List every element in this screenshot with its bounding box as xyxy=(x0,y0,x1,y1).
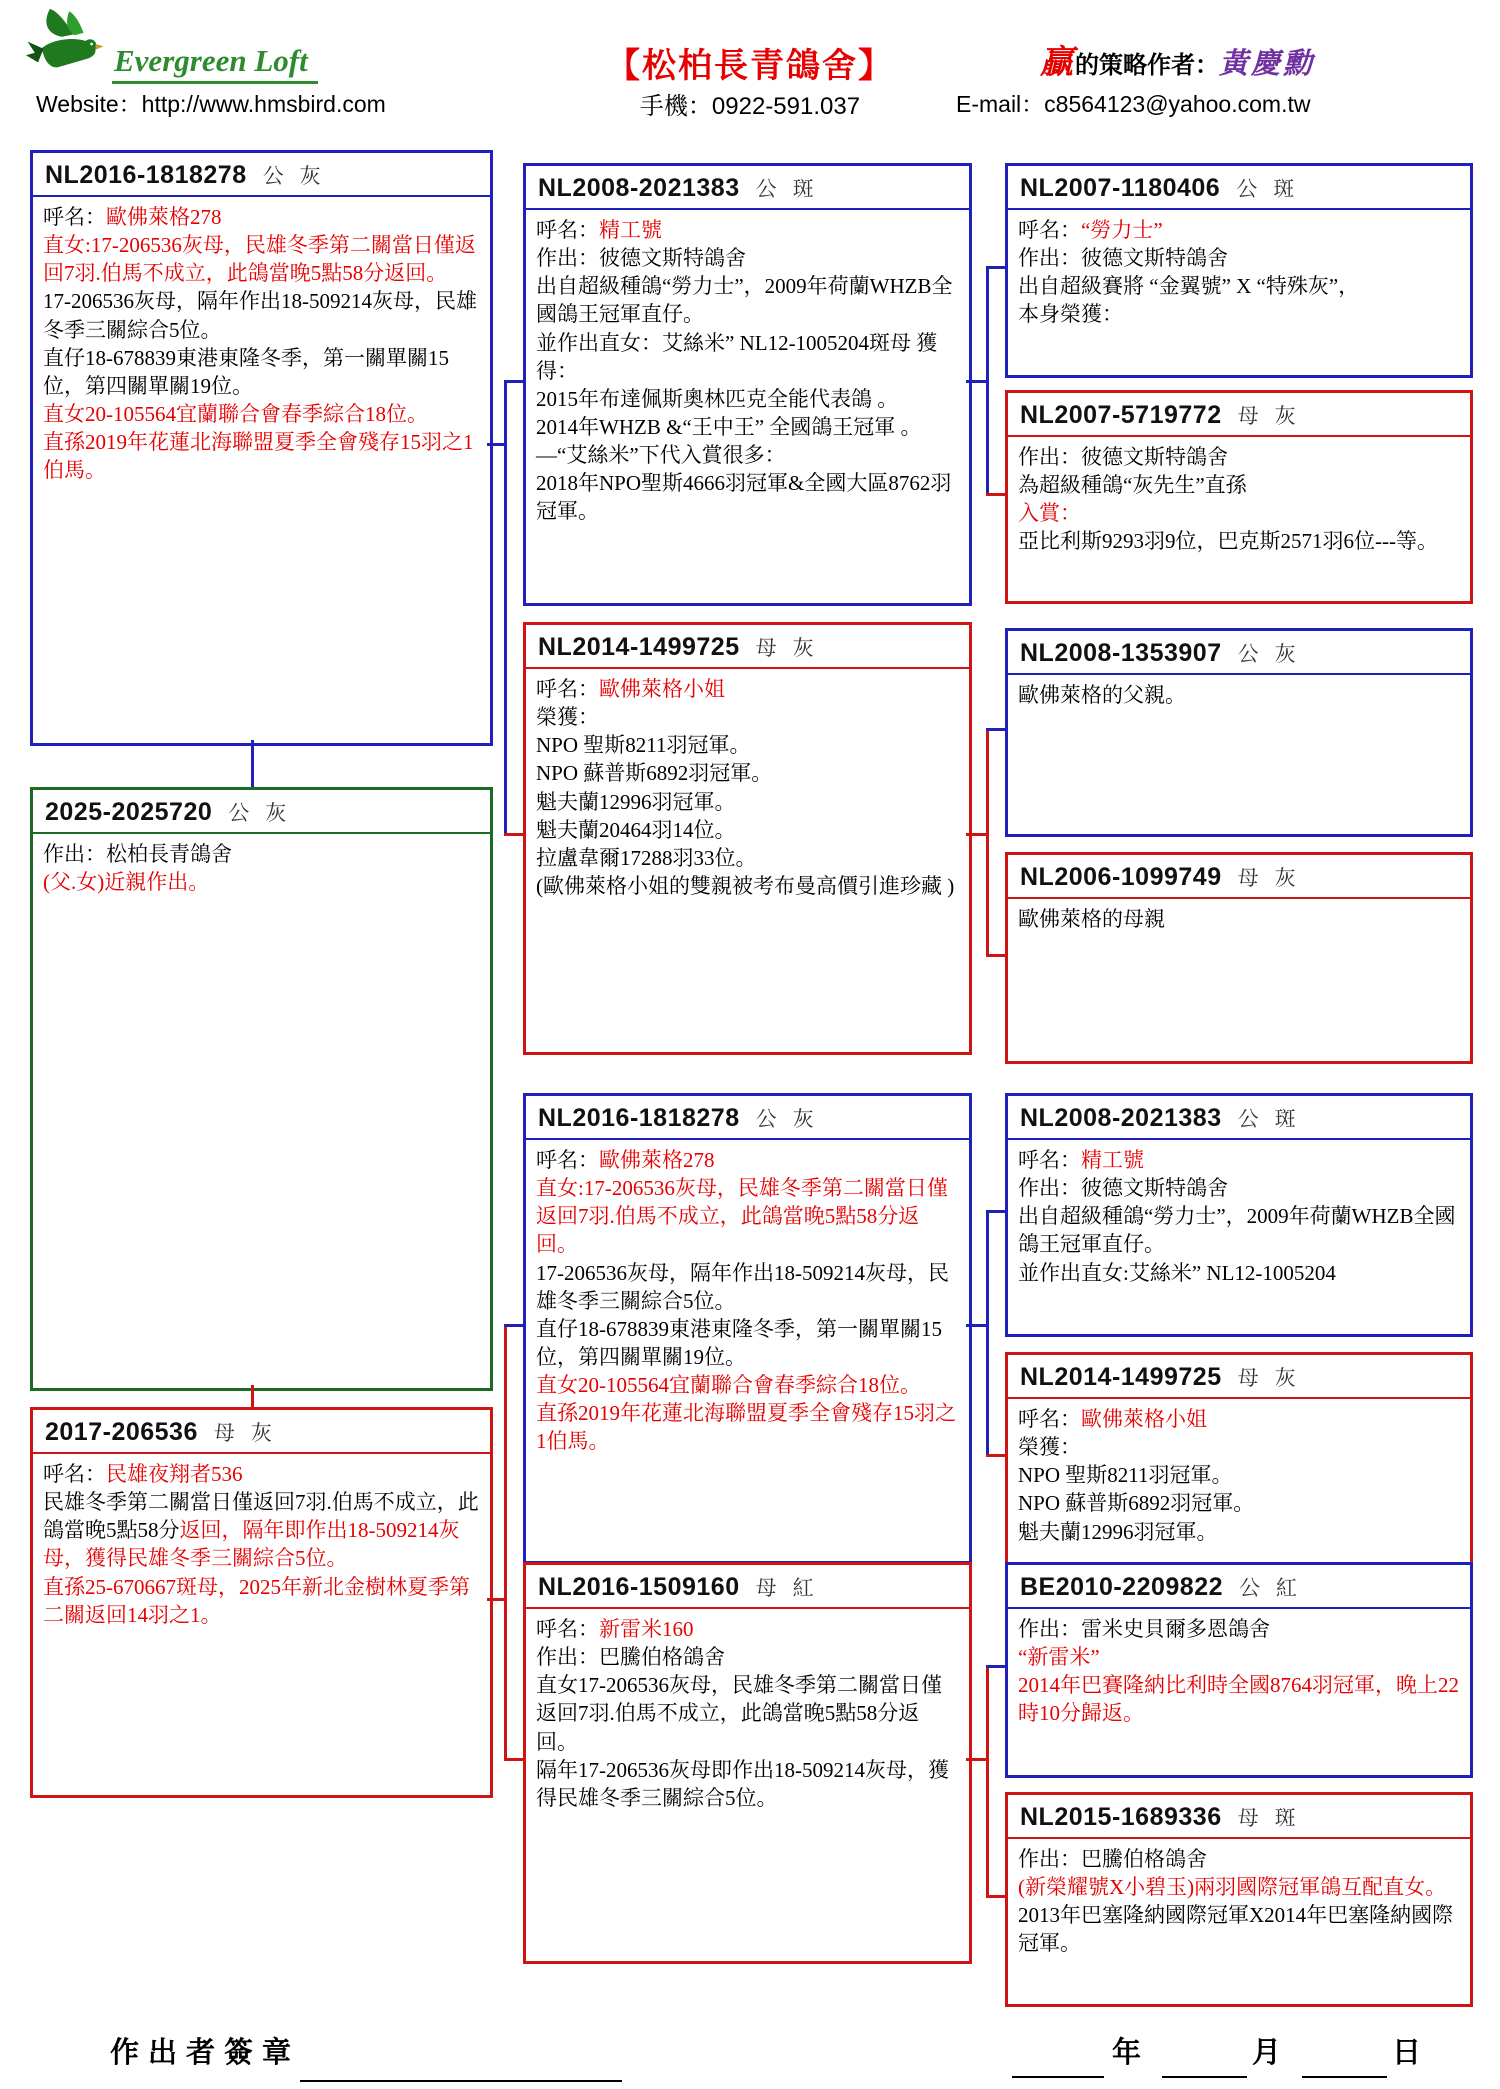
sex-label: 母 xyxy=(755,637,777,660)
author-name: 黃慶勳 xyxy=(1219,48,1316,80)
pedigree-text-line: NPO 蘇普斯6892羽冠軍。 xyxy=(536,761,773,786)
box-header xyxy=(1008,855,1470,899)
pedigree-box-dd-dam xyxy=(1005,1792,1473,2007)
pedigree-text-line: 直女20-105564宜蘭聯合會春季綜合18位。 xyxy=(43,401,428,426)
pedigree-box-dam-dam xyxy=(523,1562,972,1964)
win-character: 贏 xyxy=(1040,45,1073,81)
connector-line xyxy=(251,740,254,787)
pedigree-text-line: 並作出直女:艾絲米” NL12-1005204 xyxy=(1018,1260,1336,1285)
phone-value: 0922-591.037 xyxy=(711,93,861,120)
ring-number: BE2010-2209822 xyxy=(1020,1573,1223,1601)
pedigree-notes xyxy=(33,834,490,902)
box-header xyxy=(1008,1355,1470,1399)
pedigree-text-line: 呼名：精工號 xyxy=(1018,1148,1144,1172)
pedigree-text-line: 直仔18-678839東港東隆冬季，第一關單關15位，第四關單關19位。 xyxy=(536,1316,942,1369)
pedigree-text-line: 直女:17-206536灰母，民雄冬季第二關當日僅返回7羽.伯馬不成立，此鴿當晚5點58分返回。 xyxy=(43,233,476,286)
pedigree-notes xyxy=(1008,675,1470,715)
connector-line xyxy=(986,954,1005,957)
pedigree-text-line: 直孫25-670667斑母，2025年新北金樹林夏季第二關返回14羽之1。 xyxy=(43,1574,470,1627)
feather-color-label: 灰 xyxy=(250,1422,272,1445)
pedigree-text-line: NPO 聖斯8211羽冠軍。 xyxy=(536,733,751,758)
pedigree-text-line: 本身榮獲： xyxy=(1018,302,1123,327)
connector-line xyxy=(504,380,507,836)
pedigree-text-line: 作出：彼德文斯特鴿舍 xyxy=(1018,246,1228,271)
pedigree-text-line: NPO 蘇普斯6892羽冠軍。 xyxy=(1018,1491,1255,1516)
pedigree-text-line: “新雷米” xyxy=(1018,1645,1100,1670)
sex-label: 公 xyxy=(228,802,250,825)
feather-color-label: 灰 xyxy=(1274,1367,1296,1390)
ring-number: NL2008-2021383 xyxy=(538,174,740,202)
phone-label: 手機： xyxy=(639,93,712,120)
connector-line xyxy=(986,728,1005,731)
pedigree-box-sd-sire xyxy=(1005,628,1473,837)
feather-color-label: 斑 xyxy=(792,178,814,201)
box-header xyxy=(1008,1565,1470,1609)
connector-line xyxy=(251,1385,254,1407)
pedigree-text-line: 出自超級種鴿“勞力士”，2009年荷蘭WHZB全國鴿王冠軍直仔。 xyxy=(536,274,953,327)
pedigree-text-line: 魁夫蘭12996羽冠軍。 xyxy=(1018,1519,1218,1544)
box-header xyxy=(526,625,969,669)
day-blank-line xyxy=(1302,2076,1387,2078)
pedigree-text-line: 作出：雷米史貝爾多恩鴿舍 xyxy=(1018,1617,1270,1641)
box-header xyxy=(33,1410,490,1454)
pedigree-notes xyxy=(1008,1839,1470,1964)
breeder-signature-label: 作出者簽章 xyxy=(110,2037,301,2069)
box-header xyxy=(526,1096,969,1140)
ring-number: NL2016-1818278 xyxy=(45,161,247,189)
pedigree-box-sire xyxy=(30,150,493,746)
website-value: http://www.hmsbird.com xyxy=(141,91,386,117)
ring-number: NL2014-1499725 xyxy=(1020,1363,1222,1391)
day-label: 日 xyxy=(1392,2037,1422,2069)
pedigree-text-line: 作出：彼德文斯特鴿舍 xyxy=(536,246,746,271)
pedigree-text-line: 民雄冬季第二關當日僅返回7羽.伯馬不成立，此鴿當晚5點58分返回，隔年即作出18-509214灰母，獲得民雄冬季三關綜合5位。 xyxy=(43,1490,479,1571)
connector-line xyxy=(986,1665,989,1898)
feather-color-label: 灰 xyxy=(1274,405,1296,428)
pedigree-notes xyxy=(1008,1609,1470,1734)
feather-color-label: 斑 xyxy=(1274,1807,1296,1830)
pedigree-text-line: 魁夫蘭20464羽14位。 xyxy=(536,817,736,842)
pedigree-text-line: 呼名：歐佛萊格278 xyxy=(43,205,222,229)
pedigree-text-line: 直孫2019年花蓮北海聯盟夏季全會殘存15羽之1伯馬。 xyxy=(536,1401,956,1454)
connector-line xyxy=(986,1665,1005,1668)
connector-line xyxy=(504,1324,523,1327)
connector-line xyxy=(986,728,989,957)
box-header xyxy=(1008,166,1470,210)
box-header xyxy=(526,166,969,210)
pedigree-notes xyxy=(33,1454,490,1635)
pedigree-notes xyxy=(526,1609,969,1818)
pedigree-text-line: 呼名：精工號 xyxy=(536,218,662,242)
pedigree-text-line: 2013年巴塞隆納國際冠軍X2014年巴塞隆納國際冠軍。 xyxy=(1018,1903,1454,1956)
ring-number: 2017-206536 xyxy=(45,1418,198,1446)
pedigree-box-ss-sire xyxy=(1005,163,1473,378)
sex-label: 公 xyxy=(1239,1577,1260,1600)
pedigree-text-line: 魁夫蘭12996羽冠軍。 xyxy=(536,789,736,814)
pedigree-notes xyxy=(526,1140,969,1461)
feather-color-label: 灰 xyxy=(299,165,321,188)
pedigree-box-sire-sire xyxy=(523,163,972,606)
pedigree-text-line: 歐佛萊格的母親 xyxy=(1018,907,1165,931)
connector-line xyxy=(986,493,1005,496)
website-line xyxy=(36,86,386,119)
feather-color-label: 灰 xyxy=(1274,643,1296,666)
pedigree-notes xyxy=(1008,899,1470,939)
connector-line xyxy=(504,1758,523,1761)
ring-number: NL2007-5719772 xyxy=(1020,401,1222,429)
loft-title: 【松柏長青鴿舍】 xyxy=(606,47,894,85)
author-line xyxy=(1040,36,1315,83)
year-label: 年 xyxy=(1112,2037,1142,2069)
email-label: E-mail： xyxy=(956,91,1045,117)
pedigree-notes xyxy=(526,210,969,531)
pedigree-text-line: 2018年NPO聖斯4666羽冠軍&全國大區8762羽冠軍。 xyxy=(536,471,952,524)
pedigree-box-ss-dam xyxy=(1005,390,1473,604)
pedigree-notes xyxy=(1008,437,1470,562)
pedigree-notes xyxy=(1008,210,1470,335)
connector-line xyxy=(504,1324,507,1761)
pedigree-notes xyxy=(33,197,490,490)
sex-label: 母 xyxy=(755,1577,777,1600)
pedigree-box-sd-dam xyxy=(1005,852,1473,1064)
sex-label: 母 xyxy=(213,1422,235,1445)
evergreen-loft-logo xyxy=(26,4,318,84)
feather-color-label: 斑 xyxy=(1274,1108,1296,1131)
month-blank-line xyxy=(1162,2076,1247,2078)
sex-label: 母 xyxy=(1237,1807,1259,1830)
pedigree-text-line: 呼名：歐佛萊格小姐 xyxy=(1018,1407,1207,1431)
pedigree-text-line: 榮獲： xyxy=(1018,1435,1081,1460)
pedigree-text-line: 出自超級賽將 “金翼號” X “特殊灰”， xyxy=(1018,274,1360,299)
connector-line xyxy=(986,1210,1005,1213)
pedigree-box-ds-sire xyxy=(1005,1093,1473,1337)
ring-number: NL2016-1818278 xyxy=(538,1104,740,1132)
box-header xyxy=(1008,393,1470,437)
connector-line xyxy=(504,833,523,836)
sex-label: 公 xyxy=(262,165,284,188)
connector-line xyxy=(986,266,989,496)
feather-color-label: 灰 xyxy=(1274,867,1296,890)
pedigree-text-line: 作出：巴騰伯格鴿舍 xyxy=(536,1645,725,1670)
website-label: Website： xyxy=(36,91,142,117)
ring-number: 2025-2025720 xyxy=(45,798,213,826)
pedigree-notes xyxy=(526,669,969,906)
feather-color-label: 灰 xyxy=(792,1108,814,1131)
pedigree-text-line: 為超級種鴿“灰先生”直孫 xyxy=(1018,473,1247,498)
ring-number: NL2008-2021383 xyxy=(1020,1104,1222,1132)
pedigree-box-dam xyxy=(30,1407,493,1798)
pedigree-text-line: 出自超級種鴿“勞力士”，2009年荷蘭WHZB全國鴿王冠軍直仔。 xyxy=(1018,1204,1456,1257)
pedigree-box-subject xyxy=(30,787,493,1391)
pedigree-text-line: 17-206536灰母，隔年作出18-509214灰母，民雄冬季三關綜合5位。 xyxy=(43,289,477,342)
pedigree-text-line: 作出：彼德文斯特鴿舍 xyxy=(1018,445,1228,469)
pedigree-box-dd-sire xyxy=(1005,1562,1473,1778)
pedigree-text-line: 直仔18-678839東港東隆冬季，第一關單關15位，第四關單關19位。 xyxy=(43,345,449,398)
feather-color-label: 斑 xyxy=(1273,178,1295,201)
connector-line xyxy=(986,1454,1005,1457)
pedigree-box-sire-dam xyxy=(523,622,972,1055)
pedigree-text-line: 2014年巴賽隆納比利時全國8764羽冠軍，晚上22時10分歸返。 xyxy=(1018,1673,1459,1726)
connector-line xyxy=(504,380,523,383)
loft-name-english: Evergreen Loft xyxy=(112,43,318,84)
pedigree-text-line: 隔年17-206536灰母即作出18-509214灰母，獲得民雄冬季三關綜合5位。 xyxy=(536,1757,949,1810)
pedigree-text-line: (新榮耀號X小碧玉)兩羽國際冠軍鴿互配直女。 xyxy=(1018,1875,1447,1900)
sex-label: 公 xyxy=(755,178,777,201)
pedigree-text-line: 2014年WHZB &“王中王” 全國鴿王冠軍 。 xyxy=(536,414,922,439)
box-header xyxy=(1008,631,1470,675)
pedigree-text-line: (父.女)近親作出。 xyxy=(43,870,210,895)
connector-line xyxy=(986,1210,989,1457)
pedigree-text-line: 亞比利斯9293羽9位，巴克斯2571羽6位---等。 xyxy=(1018,529,1438,554)
pedigree-notes xyxy=(1008,1140,1470,1293)
email-value: c8564123@yahoo.com.tw xyxy=(1044,91,1311,117)
ring-number: NL2006-1099749 xyxy=(1020,863,1222,891)
feather-color-label: 紅 xyxy=(792,1577,814,1600)
pedigree-text-line: 並作出直女：艾絲米” NL12-1005204斑母 獲得： xyxy=(536,330,938,383)
sex-label: 母 xyxy=(1237,1367,1259,1390)
pedigree-text-line: 呼名：民雄夜翔者536 xyxy=(43,1462,243,1486)
pedigree-notes xyxy=(1008,1399,1470,1552)
box-header xyxy=(1008,1795,1470,1839)
pedigree-text-line: 拉盧韋爾17288羽33位。 xyxy=(536,845,757,870)
feather-color-label: 灰 xyxy=(265,802,287,825)
pedigree-box-dam-sire xyxy=(523,1093,972,1564)
pedigree-text-line: 歐佛萊格的父親。 xyxy=(1018,683,1186,707)
connector-line xyxy=(986,266,1005,269)
sex-label: 母 xyxy=(1237,405,1259,428)
pedigree-text-line: (歐佛萊格小姐的雙親被考布曼高價引進珍藏 ) xyxy=(536,873,955,898)
sex-label: 母 xyxy=(1237,867,1259,890)
month-label: 月 xyxy=(1252,2037,1282,2069)
email-line xyxy=(956,86,1310,119)
ring-number: NL2016-1509160 xyxy=(538,1573,740,1601)
pedigree-text-line: 直女20-105564宜蘭聯合會春季綜合18位。 xyxy=(536,1373,921,1397)
pedigree-text-line: —“艾絲米”下代入賞很多： xyxy=(536,443,786,467)
pedigree-text-line: 作出：彼德文斯特鴿舍 xyxy=(1018,1176,1228,1201)
ring-number: NL2007-1180406 xyxy=(1020,174,1221,202)
box-header xyxy=(33,153,490,197)
pedigree-text-line: 呼名：歐佛萊格278 xyxy=(536,1148,715,1172)
pedigree-text-line: 17-206536灰母，隔年作出18-509214灰母，民雄冬季三關綜合5位。 xyxy=(536,1260,949,1313)
pedigree-text-line: 作出：巴騰伯格鴿舍 xyxy=(1018,1847,1207,1871)
sex-label: 公 xyxy=(1237,1108,1259,1131)
box-header xyxy=(526,1565,969,1609)
pedigree-text-line: 直孫2019年花蓮北海聯盟夏季全會殘存15羽之1伯馬。 xyxy=(43,430,474,483)
feather-color-label: 灰 xyxy=(792,637,814,660)
feather-color-label: 紅 xyxy=(1276,1577,1297,1600)
sex-label: 公 xyxy=(1236,178,1258,201)
author-label: 的策略作者： xyxy=(1075,52,1219,79)
pedigree-text-line: 呼名：“勞力士” xyxy=(1018,218,1163,242)
signature-line xyxy=(300,2080,622,2082)
pedigree-text-line: 直女17-206536灰母，民雄冬季第二關當日僅返回7羽.伯馬不成立，此鴿當晚5點58分返回。 xyxy=(536,1673,942,1754)
pedigree-text-line: 呼名：新雷米160 xyxy=(536,1617,694,1641)
box-header xyxy=(33,790,490,834)
pedigree-text-line: 榮獲： xyxy=(536,705,599,730)
ring-number: NL2015-1689336 xyxy=(1020,1803,1222,1831)
sex-label: 公 xyxy=(1237,643,1259,666)
pedigree-text-line: 2015年布達佩斯奧林匹克全能代表鴿 。 xyxy=(536,386,899,411)
pedigree-text-line: 呼名：歐佛萊格小姐 xyxy=(536,677,725,701)
ring-number: NL2008-1353907 xyxy=(1020,639,1222,667)
pedigree-text-line: 入賞： xyxy=(1018,501,1081,526)
year-blank-line xyxy=(1012,2076,1104,2078)
connector-line xyxy=(986,1895,1005,1898)
ring-number: NL2014-1499725 xyxy=(538,633,740,661)
sex-label: 公 xyxy=(755,1108,777,1131)
box-header xyxy=(1008,1096,1470,1140)
pedigree-box-ds-dam xyxy=(1005,1352,1473,1565)
pedigree-text-line: 直女:17-206536灰母，民雄冬季第二關當日僅返回7羽.伯馬不成立，此鴿當晚5點58分返回。 xyxy=(536,1176,948,1257)
pedigree-text-line: 作出：松柏長青鴿舍 xyxy=(43,842,232,866)
bird-logo-icon xyxy=(26,4,106,84)
pedigree-text-line: NPO 聖斯8211羽冠軍。 xyxy=(1018,1463,1233,1488)
